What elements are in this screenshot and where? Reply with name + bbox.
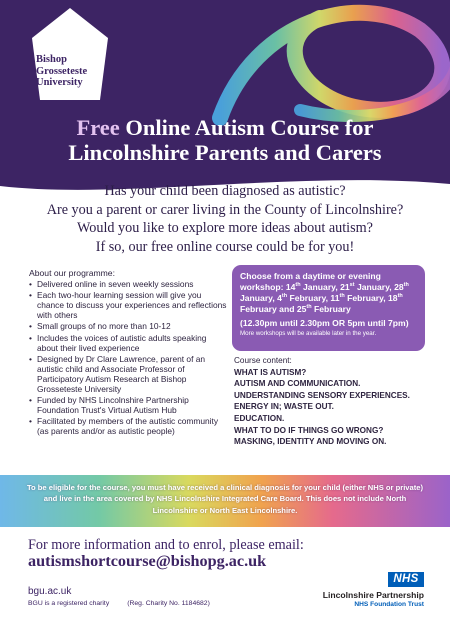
- title-free: Free: [76, 115, 120, 140]
- nhs-org-name: Lincolnshire Partnership: [322, 590, 424, 600]
- title-line-1: Online Autism Course for: [125, 115, 374, 140]
- schedule-note: More workshops will be available later in the year.: [240, 330, 377, 338]
- schedule-times: (12.30pm until 2.30pm OR 5pm until 7pm): [240, 318, 409, 329]
- title-line-2: Lincolnshire Parents and Carers: [68, 140, 382, 165]
- course-item: UNDERSTANDING SENSORY EXPERIENCES.: [234, 390, 410, 400]
- course-content: [234, 355, 434, 448]
- about-item: • Includes the voices of autistic adults speaking about their lived experience: [29, 333, 229, 353]
- intro-line-3: Would you like to explore more ideas about autism?: [77, 220, 373, 237]
- logo-line-1: Bishop: [36, 54, 67, 65]
- bgu-logo: [28, 0, 112, 104]
- contact-email-link[interactable]: autismshortcourse@bishopg.ac.uk: [28, 552, 267, 570]
- page-title: [0, 115, 450, 165]
- about-item: • Small groups of no more than 10-12: [29, 321, 229, 331]
- logo-line-3: University: [36, 77, 83, 88]
- about-programme: [29, 268, 229, 438]
- website-link[interactable]: bgu.ac.uk: [28, 586, 72, 597]
- nhs-logo-badge: NHS: [388, 572, 424, 587]
- course-item: WHAT TO DO IF THINGS GO WRONG?: [234, 425, 384, 435]
- schedule-dates: Choose from a daytime or evening workshop: 14th January, 21st January, 28th January, 4th February, 11th February, 18th February and 25th February: [240, 271, 409, 315]
- intro-questions: [0, 182, 450, 256]
- course-item: ENERGY IN; WASTE OUT.: [234, 402, 334, 412]
- charity-info: BGU is a registered charity (Reg. Charity No. 1184682): [28, 600, 210, 607]
- about-item: • Funded by NHS Lincolnshire Partnership Foundation Trust's Virtual Autism Hub: [29, 395, 229, 415]
- intro-line-4: If so, our free online course could be for you!: [95, 238, 355, 255]
- intro-line-2: Are you a parent or carer living in the County of Lincolnshire?: [46, 201, 404, 218]
- course-item: EDUCATION.: [234, 413, 285, 423]
- about-item: • Delivered online in seven weekly sessions: [29, 279, 229, 289]
- logo-line-2: Grosseteste: [36, 65, 88, 77]
- schedule-box: [232, 265, 425, 351]
- eligibility-text: To be eligible for the course, you must have received a clinical diagnosis for your child (either NHS or private) and live in the area covered by NHS Lincolnshire Integrated Care Board. This does not include North Lincolnshire or North East Lincolnshire.: [26, 483, 424, 515]
- about-item: • Facilitated by members of the autistic community (as parents and/or as autistic people): [29, 416, 229, 436]
- course-item: AUTISM AND COMMUNICATION.: [234, 379, 361, 389]
- nhs-trust-name: NHS Foundation Trust: [354, 601, 424, 608]
- about-heading: About our programme:: [29, 268, 115, 278]
- course-heading: Course content:: [234, 356, 292, 365]
- about-item: • Designed by Dr Clare Lawrence, parent of an autistic child and Associate Professor of Participatory Autism Research at Bishop Grosseteste University: [29, 354, 229, 394]
- about-list: [29, 279, 229, 436]
- course-item: WHAT IS AUTISM?: [234, 367, 307, 377]
- eligibility-band: [0, 475, 450, 527]
- contact-prompt: For more information and to enrol, please email:: [28, 537, 304, 553]
- course-item: MASKING, IDENTITY AND MOVING ON.: [234, 437, 387, 447]
- about-item: • Each two-hour learning session will give you chance to discuss your experiences and reflections with others: [29, 290, 229, 320]
- intro-line-1: Has your child been diagnosed as autistic?: [104, 183, 346, 199]
